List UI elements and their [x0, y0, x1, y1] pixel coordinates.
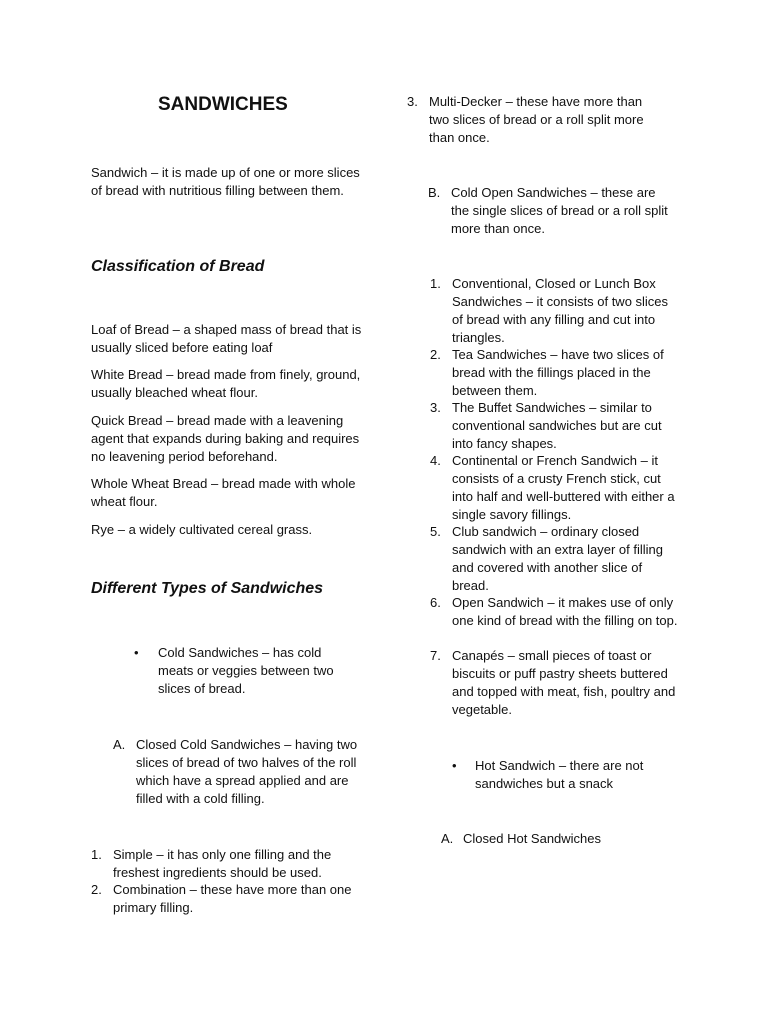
list-marker: B. — [428, 185, 441, 200]
list-marker: A. — [113, 737, 126, 752]
list-marker: 3. — [430, 400, 441, 415]
list-item-text: Continental or French Sandwich – it consists of a crusty French stick, cut into half and well-buttered with either a single savory fillings. — [452, 453, 675, 522]
list-item-cold-sandwiches — [134, 644, 374, 700]
list-item-text: Club sandwich – ordinary closed sandwich with an extra layer of filling and covered with another slice of bread. — [452, 524, 663, 593]
list-marker: 2. — [430, 347, 441, 362]
list-marker: 3. — [407, 94, 418, 109]
list-item-tea — [430, 346, 682, 400]
bread-definition-rye: Rye – a widely cultivated cereal grass. — [91, 522, 313, 537]
list-marker: 2. — [91, 882, 102, 897]
list-marker: 5. — [430, 524, 441, 539]
list-item-buffet — [430, 399, 682, 453]
list-item-closed-hot — [441, 830, 681, 848]
bread-definition-whole-wheat: Whole Wheat Bread – bread made with whole wheat flour. — [91, 476, 356, 509]
list-item-club — [430, 523, 682, 595]
list-marker: 1. — [430, 276, 441, 291]
bread-definition-loaf: Loaf of Bread – a shaped mass of bread that is usually sliced before eating loaf — [91, 322, 362, 355]
list-item-text: Cold Sandwiches – has cold meats or veggies between two slices of bread. — [158, 645, 334, 696]
list-item-text: Canapés – small pieces of toast or biscuits or puff pastry sheets buttered and topped with meat, fish, poultry and vegetable. — [452, 648, 676, 717]
page-title: SANDWICHES — [158, 94, 288, 115]
list-item-cold-open — [428, 184, 678, 240]
list-item-multi-decker — [407, 93, 677, 149]
list-item-text: Combination – these have more than one primary filling. — [113, 882, 352, 915]
bread-definition-white: White Bread – bread made from finely, ground, usually bleached wheat flour. — [91, 367, 361, 400]
list-item-hot-sandwich — [452, 757, 682, 793]
list-marker: 7. — [430, 648, 441, 663]
list-item-text: Conventional, Closed or Lunch Box Sandwiches – it consists of two slices of bread with any filling and cut into triangles. — [452, 276, 669, 345]
bullet-marker: • — [134, 645, 139, 660]
list-marker: 6. — [430, 595, 441, 610]
list-item-canapes — [430, 647, 682, 719]
list-item-continental — [430, 452, 682, 524]
bullet-marker: • — [452, 758, 457, 773]
list-item-text: Open Sandwich – it makes use of only one kind of bread with the filling on top. — [452, 595, 678, 628]
list-item-closed-cold — [113, 736, 375, 810]
list-item-text: Cold Open Sandwiches – these are the single slices of bread or a roll split more than once. — [451, 185, 668, 236]
list-marker: 1. — [91, 847, 102, 862]
list-marker: A. — [441, 831, 454, 846]
list-item-simple — [91, 846, 373, 882]
list-item-text: Closed Cold Sandwiches – having two slices of bread of two halves of the roll which have a spread applied and are filled with a cold filling. — [136, 737, 358, 806]
bread-definition-quick: Quick Bread – bread made with a leavening agent that expands during baking and requires no leavening period beforehand. — [91, 413, 360, 464]
types-heading: Different Types of Sandwiches — [91, 580, 324, 597]
list-item-combination — [91, 881, 373, 917]
sandwich-definition: Sandwich – it is made up of one or more slices of bread with nutritious filling between them. — [91, 165, 360, 198]
list-item-text: Hot Sandwich – there are not sandwiches but a snack — [475, 758, 644, 791]
list-item-text: Closed Hot Sandwiches — [463, 831, 602, 846]
classification-heading: Classification of Bread — [91, 258, 265, 275]
list-item-text: The Buffet Sandwiches – similar to conventional sandwiches but are cut into fancy shapes. — [452, 400, 662, 451]
list-item-open-sandwich — [430, 594, 682, 648]
list-item-text: Multi-Decker – these have more than two slices of bread or a roll split more than once. — [429, 94, 644, 145]
list-item-text: Simple – it has only one filling and the freshest ingredients should be used. — [113, 847, 332, 880]
list-item-conventional — [430, 275, 682, 347]
list-item-text: Tea Sandwiches – have two slices of bread with the fillings placed in the between them. — [452, 347, 664, 398]
list-marker: 4. — [430, 453, 441, 468]
